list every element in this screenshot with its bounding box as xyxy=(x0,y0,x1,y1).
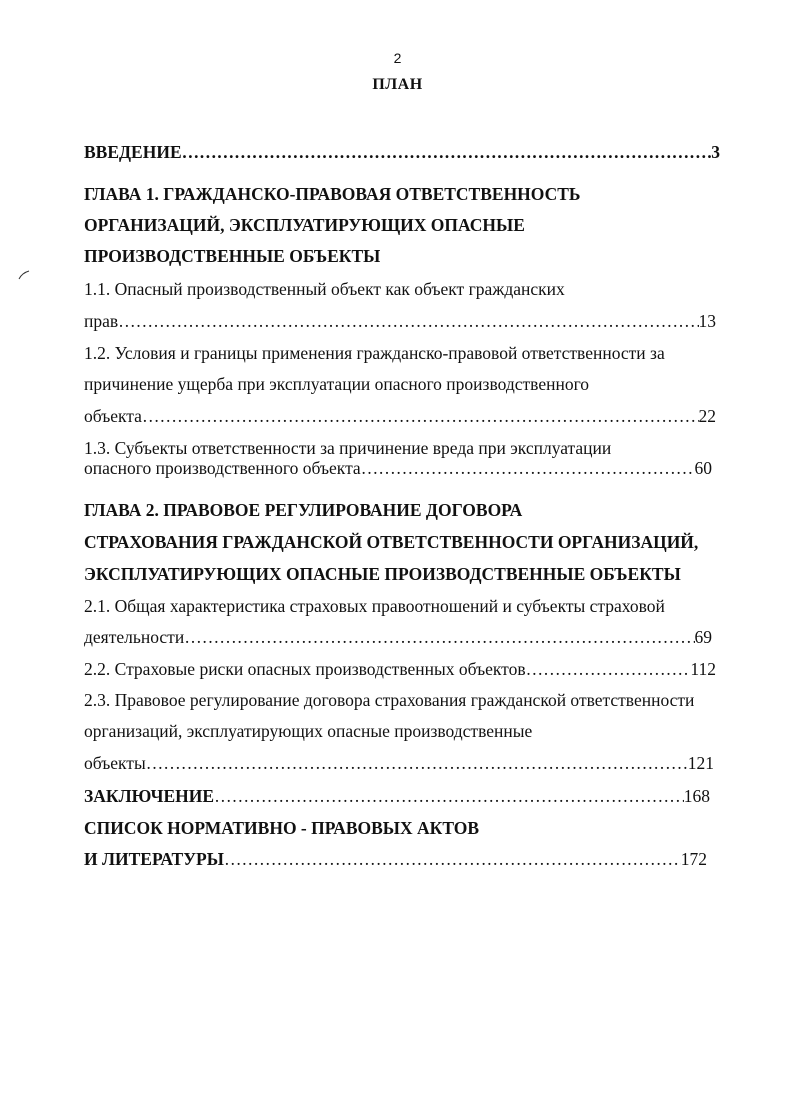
toc-entry-section-2-1 xyxy=(84,626,712,648)
toc-entry-label: прав xyxy=(84,311,119,331)
toc-entry-label: 2.2. Страховые риски опасных производственных объектов xyxy=(84,659,526,679)
scan-mark xyxy=(18,270,30,280)
chapter-1-title-line-1: ГЛАВА 1. ГРАЖДАНСКО-ПРАВОВАЯ ОТВЕТСТВЕННОСТЬ xyxy=(84,184,581,204)
toc-entry-label: ВВЕДЕНИЕ xyxy=(84,142,182,162)
toc-leader-dots xyxy=(146,752,688,774)
toc-leader-dots xyxy=(214,785,684,807)
toc-entry-section-2-2 xyxy=(84,658,716,680)
toc-entry-page: 121 xyxy=(687,753,714,773)
toc-entry-label: объекта xyxy=(84,406,142,426)
toc-entry-label: деятельности xyxy=(84,627,185,647)
section-2-1-line: 2.1. Общая характеристика страховых правоотношений и субъекты страховой xyxy=(84,596,665,616)
toc-leader-dots xyxy=(182,141,712,163)
section-1-3-line: 1.3. Субъекты ответственности за причинение вреда при эксплуатации xyxy=(84,438,612,458)
toc-leader-dots xyxy=(118,310,698,332)
section-2-3-line-2: организаций, эксплуатирующих опасные производственные xyxy=(84,721,533,741)
toc-entry-page: 3 xyxy=(711,142,720,162)
toc-entry-section-1-3 xyxy=(84,457,712,479)
page-title: ПЛАН xyxy=(372,76,423,93)
toc-entry-page: 69 xyxy=(694,627,712,647)
toc-entry-label: И ЛИТЕРАТУРЫ xyxy=(84,849,224,869)
toc-entry-page: 172 xyxy=(680,849,707,869)
toc-entry-section-1-1 xyxy=(84,310,716,332)
references-line-1: СПИСОК НОРМАТИВНО - ПРАВОВЫХ АКТОВ xyxy=(84,818,480,838)
section-1-2-line-2: причинение ущерба при эксплуатации опасного производственного xyxy=(84,374,590,394)
toc-entry-page: 22 xyxy=(698,406,716,426)
toc-entry-label: опасного производственного объекта xyxy=(84,458,361,478)
toc-entry-conclusion xyxy=(84,785,710,807)
toc-entry-page: 168 xyxy=(683,786,710,806)
chapter-2-title-line-1: ГЛАВА 2. ПРАВОВОЕ РЕГУЛИРОВАНИЕ ДОГОВОРА xyxy=(84,500,523,520)
toc-entry-label: ЗАКЛЮЧЕНИЕ xyxy=(84,786,215,806)
section-1-1-line: 1.1. Опасный производственный объект как объект гражданских xyxy=(84,279,565,299)
toc-entry-page: 112 xyxy=(690,659,716,679)
chapter-1-title-line-2: ОРГАНИЗАЦИЙ, ЭКСПЛУАТИРУЮЩИХ ОПАСНЫЕ xyxy=(84,215,525,235)
section-2-3-line-1: 2.3. Правовое регулирование договора страхования гражданской ответственности xyxy=(84,690,695,710)
toc-entry-section-1-2 xyxy=(84,405,716,427)
chapter-2-title-line-2: СТРАХОВАНИЯ ГРАЖДАНСКОЙ ОТВЕТСТВЕННОСТИ ОРГАНИЗАЦИЙ, xyxy=(84,532,699,552)
toc-entry-page: 13 xyxy=(698,311,716,331)
toc-leader-dots xyxy=(526,658,691,680)
chapter-2-title-line-3: ЭКСПЛУАТИРУЮЩИХ ОПАСНЫЕ ПРОИЗВОДСТВЕННЫЕ ОБЪЕКТЫ xyxy=(84,564,681,584)
section-1-2-line-1: 1.2. Условия и границы применения гражданско-правовой ответственности за xyxy=(84,343,665,363)
toc-entry-intro xyxy=(84,141,720,163)
page-number: 2 xyxy=(393,50,402,66)
toc-leader-dots xyxy=(361,457,695,479)
toc-entry-label: объекты xyxy=(84,753,146,773)
toc-leader-dots xyxy=(142,405,699,427)
toc-entry-references xyxy=(84,848,707,870)
chapter-1-title-line-3: ПРОИЗВОДСТВЕННЫЕ ОБЪЕКТЫ xyxy=(84,246,381,266)
toc-leader-dots xyxy=(224,848,681,870)
toc-entry-section-2-3 xyxy=(84,752,714,774)
toc-leader-dots xyxy=(184,626,694,648)
toc-entry-page: 60 xyxy=(694,458,712,478)
